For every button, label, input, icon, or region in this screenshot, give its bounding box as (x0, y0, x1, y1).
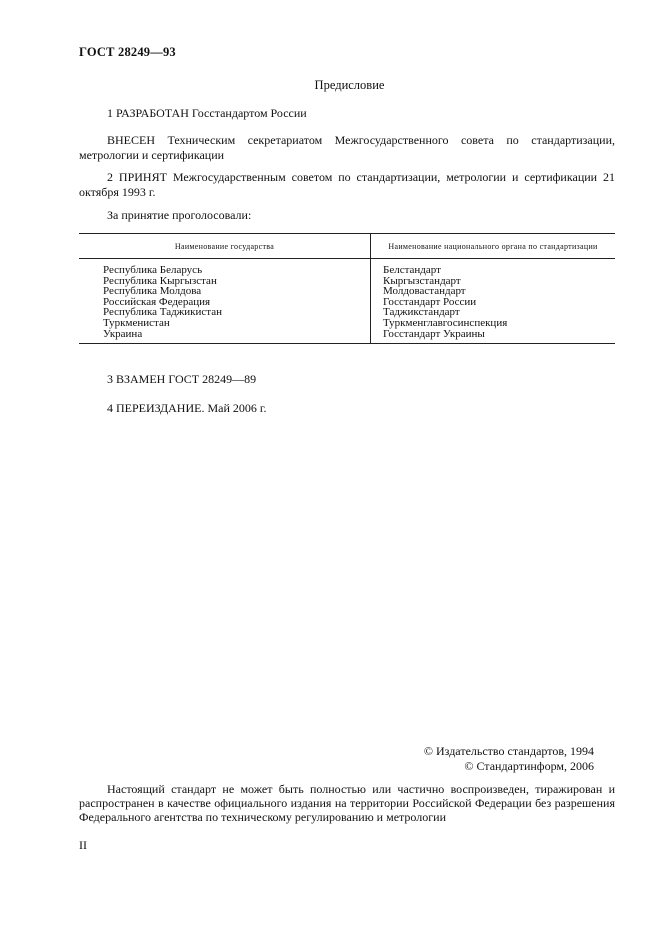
voted-paragraph: За принятие проголосовали: (107, 208, 252, 222)
standards-body-name: Туркменглавгосинспекция (383, 316, 508, 329)
state-name: Украина (103, 327, 143, 340)
replaces-paragraph: 3 ВЗАМЕН ГОСТ 28249—89 (107, 372, 257, 386)
table-body-row (79, 259, 615, 344)
state-name: Республика Молдова (103, 285, 202, 298)
state-name: Республика Кыргызстан (103, 274, 217, 287)
state-name: Российская Федерация (103, 295, 211, 308)
state-name: Республика Беларусь (103, 264, 203, 276)
header-standards-body: Наименование национального органа по стандартизации (371, 234, 616, 259)
standards-body-name: Белстандарт (383, 264, 441, 276)
copyright-publisher: © Издательство стандартов, 1994 (423, 744, 594, 758)
standards-body-name: Молдовастандарт (383, 285, 466, 298)
standards-body-name: Госстандарт Украины (383, 327, 485, 340)
voting-states-table (79, 233, 615, 344)
document-code: ГОСТ 28249—93 (79, 45, 176, 59)
copyright-standartinform: © Стандартинформ, 2006 (464, 759, 594, 773)
table-header-row (79, 234, 615, 259)
reproduction-notice: Настоящий стандарт не может быть полностью или частично воспроизведен, тиражирован и распространен в качестве официального издания на территории Российской Федерации без разрешения Федерального агентства по техническому регулированию и метрологии (79, 782, 615, 824)
page-title: Предисловие (314, 78, 385, 92)
standards-body-name: Госстандарт России (383, 295, 477, 308)
page-number: II (79, 838, 87, 852)
header-state: Наименование государства (79, 234, 371, 259)
standards-body-name: Таджикстандарт (383, 306, 460, 319)
state-column (79, 259, 371, 344)
developed-paragraph: 1 РАЗРАБОТАН Госстандартом России (107, 106, 307, 120)
reissue-paragraph: 4 ПЕРЕИЗДАНИЕ. Май 2006 г. (107, 401, 267, 415)
standards-body-name: Кыргызстандарт (383, 274, 461, 287)
submitted-paragraph: ВНЕСЕН Техническим секретариатом Межгосударственного совета по стандартизации, метрологии и сертификации (79, 133, 615, 162)
standards-body-column (371, 259, 616, 344)
state-name: Туркменистан (103, 316, 170, 329)
adopted-paragraph: 2 ПРИНЯТ Межгосударственным советом по стандартизации, метрологии и сертификации 21 октября 1993 г. (79, 170, 615, 199)
state-name: Республика Таджикистан (103, 306, 222, 319)
